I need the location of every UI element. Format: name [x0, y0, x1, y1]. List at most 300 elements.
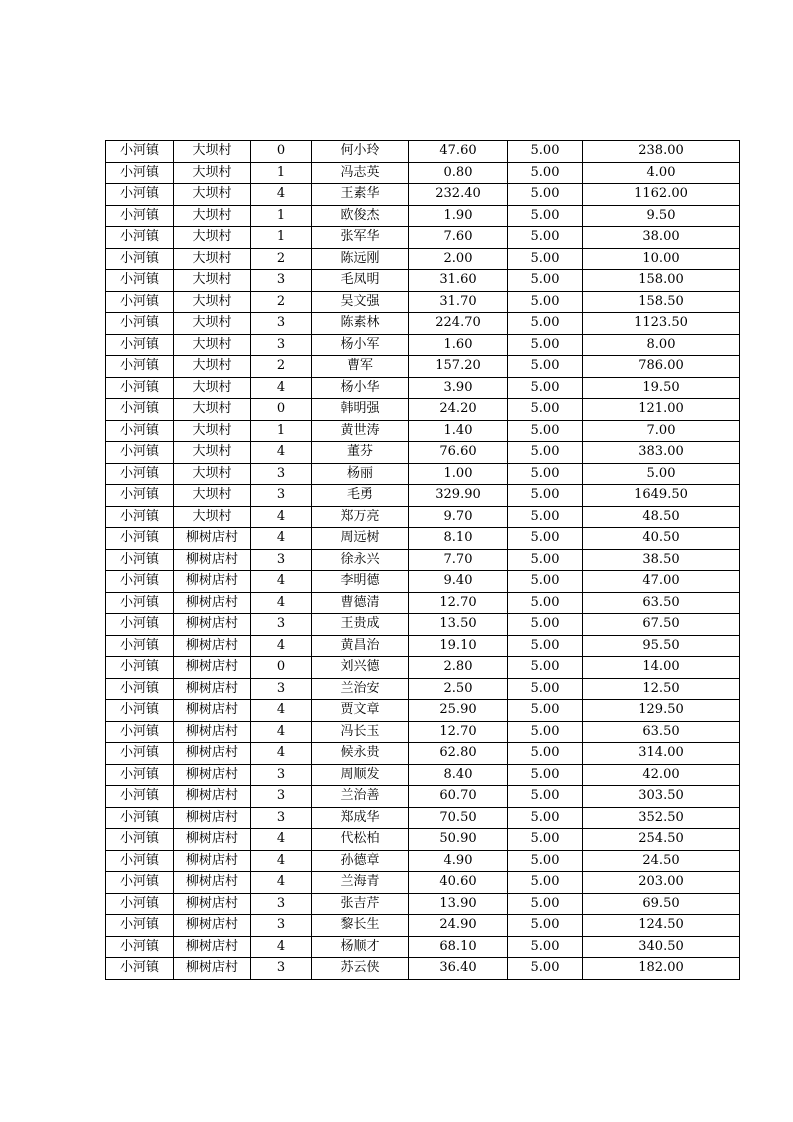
amount-cell: 786.00 [583, 356, 740, 378]
town-cell: 小河镇 [106, 313, 174, 335]
village-cell: 大坝村 [174, 205, 251, 227]
rate-cell: 5.00 [508, 571, 583, 593]
amount-cell: 9.50 [583, 205, 740, 227]
rate-cell: 5.00 [508, 958, 583, 980]
amount-cell: 182.00 [583, 958, 740, 980]
table-row [106, 377, 740, 399]
rate-cell: 5.00 [508, 399, 583, 421]
name-cell: 代松柏 [312, 829, 409, 851]
area-cell: 7.60 [409, 227, 508, 249]
amount-cell: 383.00 [583, 442, 740, 464]
town-cell: 小河镇 [106, 442, 174, 464]
area-cell: 68.10 [409, 936, 508, 958]
area-cell: 70.50 [409, 807, 508, 829]
count-cell: 4 [251, 506, 312, 528]
count-cell: 4 [251, 442, 312, 464]
rate-cell: 5.00 [508, 829, 583, 851]
rate-cell: 5.00 [508, 915, 583, 937]
table-row [106, 506, 740, 528]
area-cell: 62.80 [409, 743, 508, 765]
town-cell: 小河镇 [106, 786, 174, 808]
count-cell: 3 [251, 786, 312, 808]
table-row [106, 291, 740, 313]
village-cell: 柳树店村 [174, 592, 251, 614]
rate-cell: 5.00 [508, 141, 583, 163]
amount-cell: 38.50 [583, 549, 740, 571]
table-row [106, 786, 740, 808]
village-cell: 大坝村 [174, 291, 251, 313]
table-row [106, 592, 740, 614]
name-cell: 毛凤明 [312, 270, 409, 292]
amount-cell: 7.00 [583, 420, 740, 442]
amount-cell: 4.00 [583, 162, 740, 184]
town-cell: 小河镇 [106, 592, 174, 614]
table-row [106, 248, 740, 270]
town-cell: 小河镇 [106, 334, 174, 356]
rate-cell: 5.00 [508, 700, 583, 722]
name-cell: 杨丽 [312, 463, 409, 485]
rate-cell: 5.00 [508, 291, 583, 313]
area-cell: 19.10 [409, 635, 508, 657]
table-row [106, 678, 740, 700]
name-cell: 曹德清 [312, 592, 409, 614]
village-cell: 大坝村 [174, 506, 251, 528]
table-row [106, 829, 740, 851]
rate-cell: 5.00 [508, 721, 583, 743]
count-cell: 2 [251, 248, 312, 270]
amount-cell: 19.50 [583, 377, 740, 399]
village-cell: 大坝村 [174, 313, 251, 335]
rate-cell: 5.00 [508, 506, 583, 528]
area-cell: 224.70 [409, 313, 508, 335]
village-cell: 柳树店村 [174, 635, 251, 657]
area-cell: 12.70 [409, 721, 508, 743]
table-row [106, 700, 740, 722]
area-cell: 31.70 [409, 291, 508, 313]
amount-cell: 38.00 [583, 227, 740, 249]
village-cell: 大坝村 [174, 442, 251, 464]
area-cell: 36.40 [409, 958, 508, 980]
village-cell: 大坝村 [174, 184, 251, 206]
village-cell: 柳树店村 [174, 958, 251, 980]
count-cell: 0 [251, 657, 312, 679]
count-cell: 3 [251, 463, 312, 485]
village-cell: 大坝村 [174, 162, 251, 184]
amount-cell: 158.00 [583, 270, 740, 292]
village-cell: 柳树店村 [174, 786, 251, 808]
rate-cell: 5.00 [508, 786, 583, 808]
count-cell: 1 [251, 162, 312, 184]
town-cell: 小河镇 [106, 915, 174, 937]
village-cell: 柳树店村 [174, 936, 251, 958]
name-cell: 贾文章 [312, 700, 409, 722]
area-cell: 3.90 [409, 377, 508, 399]
village-cell: 柳树店村 [174, 743, 251, 765]
name-cell: 欧俊杰 [312, 205, 409, 227]
area-cell: 2.00 [409, 248, 508, 270]
rate-cell: 5.00 [508, 764, 583, 786]
rate-cell: 5.00 [508, 420, 583, 442]
area-cell: 13.90 [409, 893, 508, 915]
amount-cell: 10.00 [583, 248, 740, 270]
area-cell: 9.70 [409, 506, 508, 528]
table-row [106, 270, 740, 292]
name-cell: 陈远刚 [312, 248, 409, 270]
village-cell: 大坝村 [174, 334, 251, 356]
area-cell: 13.50 [409, 614, 508, 636]
amount-cell: 24.50 [583, 850, 740, 872]
data-table [105, 140, 740, 980]
rate-cell: 5.00 [508, 205, 583, 227]
town-cell: 小河镇 [106, 184, 174, 206]
name-cell: 杨小华 [312, 377, 409, 399]
table-row [106, 463, 740, 485]
town-cell: 小河镇 [106, 506, 174, 528]
name-cell: 吴文强 [312, 291, 409, 313]
rate-cell: 5.00 [508, 592, 583, 614]
amount-cell: 303.50 [583, 786, 740, 808]
town-cell: 小河镇 [106, 635, 174, 657]
town-cell: 小河镇 [106, 356, 174, 378]
amount-cell: 238.00 [583, 141, 740, 163]
rate-cell: 5.00 [508, 334, 583, 356]
area-cell: 1.40 [409, 420, 508, 442]
village-cell: 大坝村 [174, 463, 251, 485]
town-cell: 小河镇 [106, 614, 174, 636]
town-cell: 小河镇 [106, 678, 174, 700]
table-row [106, 958, 740, 980]
town-cell: 小河镇 [106, 958, 174, 980]
amount-cell: 95.50 [583, 635, 740, 657]
table-row [106, 657, 740, 679]
amount-cell: 47.00 [583, 571, 740, 593]
town-cell: 小河镇 [106, 829, 174, 851]
rate-cell: 5.00 [508, 528, 583, 550]
village-cell: 柳树店村 [174, 893, 251, 915]
rate-cell: 5.00 [508, 356, 583, 378]
count-cell: 1 [251, 205, 312, 227]
table-row [106, 162, 740, 184]
rate-cell: 5.00 [508, 313, 583, 335]
table-row [106, 485, 740, 507]
name-cell: 苏云侠 [312, 958, 409, 980]
rate-cell: 5.00 [508, 936, 583, 958]
area-cell: 1.00 [409, 463, 508, 485]
amount-cell: 1649.50 [583, 485, 740, 507]
village-cell: 柳树店村 [174, 571, 251, 593]
rate-cell: 5.00 [508, 807, 583, 829]
table-row [106, 205, 740, 227]
name-cell: 李明德 [312, 571, 409, 593]
area-cell: 31.60 [409, 270, 508, 292]
town-cell: 小河镇 [106, 571, 174, 593]
amount-cell: 69.50 [583, 893, 740, 915]
name-cell: 兰治善 [312, 786, 409, 808]
town-cell: 小河镇 [106, 291, 174, 313]
amount-cell: 12.50 [583, 678, 740, 700]
count-cell: 1 [251, 420, 312, 442]
area-cell: 157.20 [409, 356, 508, 378]
name-cell: 黄昌治 [312, 635, 409, 657]
amount-cell: 63.50 [583, 592, 740, 614]
amount-cell: 124.50 [583, 915, 740, 937]
amount-cell: 5.00 [583, 463, 740, 485]
amount-cell: 121.00 [583, 399, 740, 421]
village-cell: 大坝村 [174, 377, 251, 399]
area-cell: 76.60 [409, 442, 508, 464]
amount-cell: 203.00 [583, 872, 740, 894]
name-cell: 毛勇 [312, 485, 409, 507]
name-cell: 郑成华 [312, 807, 409, 829]
village-cell: 柳树店村 [174, 549, 251, 571]
count-cell: 3 [251, 334, 312, 356]
table-row [106, 549, 740, 571]
name-cell: 黄世涛 [312, 420, 409, 442]
village-cell: 柳树店村 [174, 528, 251, 550]
name-cell: 兰海青 [312, 872, 409, 894]
name-cell: 董芬 [312, 442, 409, 464]
rate-cell: 5.00 [508, 463, 583, 485]
town-cell: 小河镇 [106, 893, 174, 915]
rate-cell: 5.00 [508, 678, 583, 700]
rate-cell: 5.00 [508, 850, 583, 872]
name-cell: 冯长玉 [312, 721, 409, 743]
count-cell: 0 [251, 141, 312, 163]
village-cell: 柳树店村 [174, 764, 251, 786]
town-cell: 小河镇 [106, 850, 174, 872]
area-cell: 60.70 [409, 786, 508, 808]
name-cell: 周顺发 [312, 764, 409, 786]
count-cell: 4 [251, 850, 312, 872]
village-cell: 柳树店村 [174, 872, 251, 894]
name-cell: 徐永兴 [312, 549, 409, 571]
table-row [106, 313, 740, 335]
village-cell: 大坝村 [174, 248, 251, 270]
name-cell: 韩明强 [312, 399, 409, 421]
area-cell: 24.20 [409, 399, 508, 421]
count-cell: 0 [251, 399, 312, 421]
village-cell: 柳树店村 [174, 614, 251, 636]
name-cell: 张吉芹 [312, 893, 409, 915]
rate-cell: 5.00 [508, 614, 583, 636]
town-cell: 小河镇 [106, 248, 174, 270]
table-row [106, 334, 740, 356]
area-cell: 329.90 [409, 485, 508, 507]
village-cell: 大坝村 [174, 270, 251, 292]
rate-cell: 5.00 [508, 549, 583, 571]
village-cell: 柳树店村 [174, 850, 251, 872]
town-cell: 小河镇 [106, 205, 174, 227]
count-cell: 3 [251, 958, 312, 980]
town-cell: 小河镇 [106, 872, 174, 894]
town-cell: 小河镇 [106, 721, 174, 743]
name-cell: 张军华 [312, 227, 409, 249]
area-cell: 2.50 [409, 678, 508, 700]
village-cell: 大坝村 [174, 485, 251, 507]
table-row [106, 184, 740, 206]
area-cell: 0.80 [409, 162, 508, 184]
table-row [106, 635, 740, 657]
name-cell: 候永贵 [312, 743, 409, 765]
name-cell: 曹军 [312, 356, 409, 378]
name-cell: 王素华 [312, 184, 409, 206]
area-cell: 8.40 [409, 764, 508, 786]
amount-cell: 1123.50 [583, 313, 740, 335]
count-cell: 3 [251, 893, 312, 915]
village-cell: 柳树店村 [174, 829, 251, 851]
area-cell: 47.60 [409, 141, 508, 163]
table-row [106, 420, 740, 442]
area-cell: 1.90 [409, 205, 508, 227]
name-cell: 黎长生 [312, 915, 409, 937]
area-cell: 4.90 [409, 850, 508, 872]
rate-cell: 5.00 [508, 872, 583, 894]
name-cell: 杨小军 [312, 334, 409, 356]
amount-cell: 42.00 [583, 764, 740, 786]
village-cell: 大坝村 [174, 420, 251, 442]
amount-cell: 158.50 [583, 291, 740, 313]
amount-cell: 1162.00 [583, 184, 740, 206]
count-cell: 4 [251, 377, 312, 399]
table-row [106, 764, 740, 786]
table-row [106, 399, 740, 421]
table-row [106, 442, 740, 464]
count-cell: 4 [251, 721, 312, 743]
area-cell: 1.60 [409, 334, 508, 356]
amount-cell: 8.00 [583, 334, 740, 356]
village-cell: 大坝村 [174, 141, 251, 163]
count-cell: 3 [251, 614, 312, 636]
town-cell: 小河镇 [106, 657, 174, 679]
name-cell: 何小玲 [312, 141, 409, 163]
name-cell: 刘兴德 [312, 657, 409, 679]
count-cell: 4 [251, 635, 312, 657]
amount-cell: 63.50 [583, 721, 740, 743]
count-cell: 2 [251, 356, 312, 378]
town-cell: 小河镇 [106, 807, 174, 829]
village-cell: 柳树店村 [174, 657, 251, 679]
amount-cell: 129.50 [583, 700, 740, 722]
rate-cell: 5.00 [508, 743, 583, 765]
count-cell: 4 [251, 743, 312, 765]
amount-cell: 14.00 [583, 657, 740, 679]
village-cell: 柳树店村 [174, 721, 251, 743]
name-cell: 杨顺才 [312, 936, 409, 958]
area-cell: 2.80 [409, 657, 508, 679]
count-cell: 4 [251, 872, 312, 894]
name-cell: 周远树 [312, 528, 409, 550]
count-cell: 4 [251, 571, 312, 593]
name-cell: 孙德章 [312, 850, 409, 872]
village-cell: 大坝村 [174, 356, 251, 378]
count-cell: 2 [251, 291, 312, 313]
area-cell: 8.10 [409, 528, 508, 550]
count-cell: 3 [251, 678, 312, 700]
amount-cell: 340.50 [583, 936, 740, 958]
town-cell: 小河镇 [106, 764, 174, 786]
amount-cell: 352.50 [583, 807, 740, 829]
village-cell: 柳树店村 [174, 915, 251, 937]
town-cell: 小河镇 [106, 936, 174, 958]
rate-cell: 5.00 [508, 377, 583, 399]
rate-cell: 5.00 [508, 635, 583, 657]
amount-cell: 40.50 [583, 528, 740, 550]
town-cell: 小河镇 [106, 377, 174, 399]
rate-cell: 5.00 [508, 442, 583, 464]
town-cell: 小河镇 [106, 270, 174, 292]
rate-cell: 5.00 [508, 657, 583, 679]
count-cell: 4 [251, 184, 312, 206]
rate-cell: 5.00 [508, 270, 583, 292]
town-cell: 小河镇 [106, 700, 174, 722]
table-body [106, 141, 740, 980]
town-cell: 小河镇 [106, 549, 174, 571]
area-cell: 50.90 [409, 829, 508, 851]
table-row [106, 850, 740, 872]
name-cell: 王贵成 [312, 614, 409, 636]
area-cell: 25.90 [409, 700, 508, 722]
count-cell: 3 [251, 915, 312, 937]
count-cell: 4 [251, 528, 312, 550]
table-row [106, 614, 740, 636]
count-cell: 3 [251, 270, 312, 292]
rate-cell: 5.00 [508, 162, 583, 184]
rate-cell: 5.00 [508, 893, 583, 915]
area-cell: 9.40 [409, 571, 508, 593]
table-row [106, 141, 740, 163]
table-row [106, 807, 740, 829]
town-cell: 小河镇 [106, 463, 174, 485]
table-row [106, 893, 740, 915]
count-cell: 4 [251, 936, 312, 958]
amount-cell: 67.50 [583, 614, 740, 636]
table-row [106, 356, 740, 378]
town-cell: 小河镇 [106, 141, 174, 163]
rate-cell: 5.00 [508, 248, 583, 270]
name-cell: 兰治安 [312, 678, 409, 700]
count-cell: 3 [251, 549, 312, 571]
village-cell: 大坝村 [174, 227, 251, 249]
town-cell: 小河镇 [106, 162, 174, 184]
name-cell: 冯志英 [312, 162, 409, 184]
town-cell: 小河镇 [106, 399, 174, 421]
count-cell: 3 [251, 764, 312, 786]
village-cell: 柳树店村 [174, 807, 251, 829]
table-row [106, 936, 740, 958]
count-cell: 1 [251, 227, 312, 249]
area-cell: 232.40 [409, 184, 508, 206]
area-cell: 24.90 [409, 915, 508, 937]
table-row [106, 743, 740, 765]
table-row [106, 872, 740, 894]
table-row [106, 227, 740, 249]
table-row [106, 915, 740, 937]
count-cell: 4 [251, 592, 312, 614]
area-cell: 7.70 [409, 549, 508, 571]
table-row [106, 571, 740, 593]
area-cell: 12.70 [409, 592, 508, 614]
village-cell: 柳树店村 [174, 700, 251, 722]
village-cell: 大坝村 [174, 399, 251, 421]
count-cell: 3 [251, 485, 312, 507]
name-cell: 郑万亮 [312, 506, 409, 528]
area-cell: 40.60 [409, 872, 508, 894]
count-cell: 4 [251, 829, 312, 851]
rate-cell: 5.00 [508, 485, 583, 507]
town-cell: 小河镇 [106, 420, 174, 442]
town-cell: 小河镇 [106, 227, 174, 249]
town-cell: 小河镇 [106, 743, 174, 765]
